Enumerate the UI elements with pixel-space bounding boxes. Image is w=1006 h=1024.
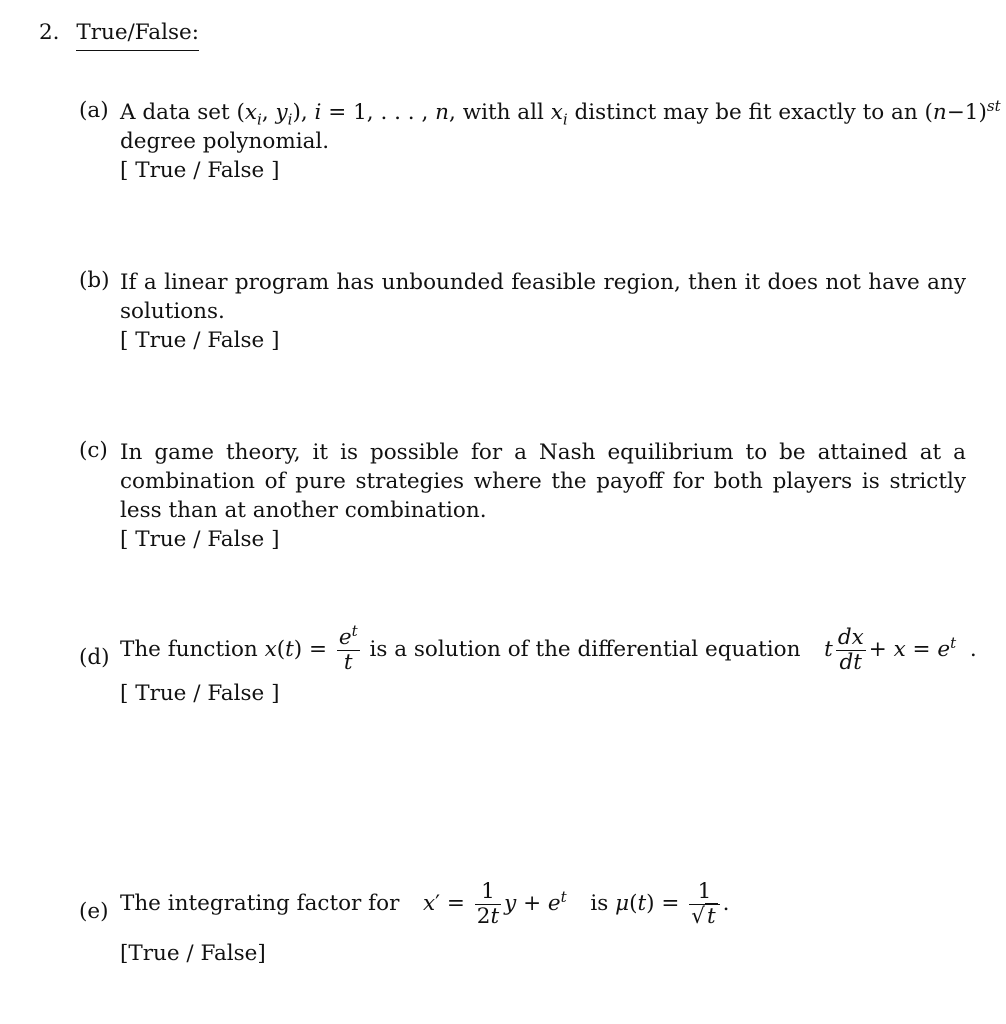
- item-e-label: (e): [79, 899, 109, 924]
- item-e-answer[interactable]: [True / False]: [120, 941, 266, 966]
- item-a-line1: A data set ($x_i$, $y_i$), i = 1, . . . , n, with all $x_i$ distinct may be fit exactly to an $(n-1)^{st}$: [120, 96, 1001, 129]
- item-c-text: In game theory, it is possible for a Nash equilibrium to be attained at a combination of pure strategies where the payoff for both players is strictly less than at another combination.: [120, 440, 966, 523]
- item-a-math-dataset: ($x_i$, $y_i$), i = 1, . . . , n,: [236, 100, 456, 129]
- item-a-math-degree: $(n-1)^{st}$: [924, 96, 1001, 125]
- item-a-label: (a): [79, 98, 109, 123]
- question-number: 2.: [39, 20, 60, 45]
- item-b-answer[interactable]: [ True / False ]: [120, 328, 280, 353]
- item-d-line1: The function x(t) = $\frac{e^t}{t}$ is a solution of the differential equation t $\frac{dx}{dt}$ + $x = e^t$ .: [120, 621, 977, 675]
- item-b-text: If a linear program has unbounded feasible region, then it does not have any solutions.: [120, 270, 966, 324]
- item-c-answer[interactable]: [ True / False ]: [120, 527, 280, 552]
- item-d-math-function: x(t) = $\frac{e^t}{t}$: [264, 621, 358, 675]
- item-d-label: (d): [79, 645, 110, 670]
- question-header: [39, 20, 199, 51]
- item-d-math-equation: t $\frac{dx}{dt}$ + $x = e^t$ .: [824, 625, 977, 675]
- question-title: True/False:: [76, 20, 199, 51]
- item-a-body: [120, 96, 1001, 185]
- item-c-label: (c): [79, 438, 108, 463]
- item-e-math-factor: μ(t) = $\frac{1}{√t}$ .: [615, 879, 730, 929]
- item-e-math-ode: x′ = $\frac{1}{2t}$ $y + e^t$: [423, 879, 567, 929]
- item-a-answer[interactable]: [ True / False ]: [120, 158, 280, 183]
- item-b-label: (b): [79, 268, 110, 293]
- item-b-body: [120, 268, 966, 355]
- item-d-answer[interactable]: [ True / False ]: [120, 681, 280, 706]
- item-e-line1: The integrating factor for x′ = $\frac{1}{2t}$ $y + e^t$ is μ(t) = $\frac{1}{√t}$ .: [120, 879, 730, 929]
- item-a-line2: degree polynomial.: [120, 129, 330, 154]
- item-c-body: [120, 438, 966, 554]
